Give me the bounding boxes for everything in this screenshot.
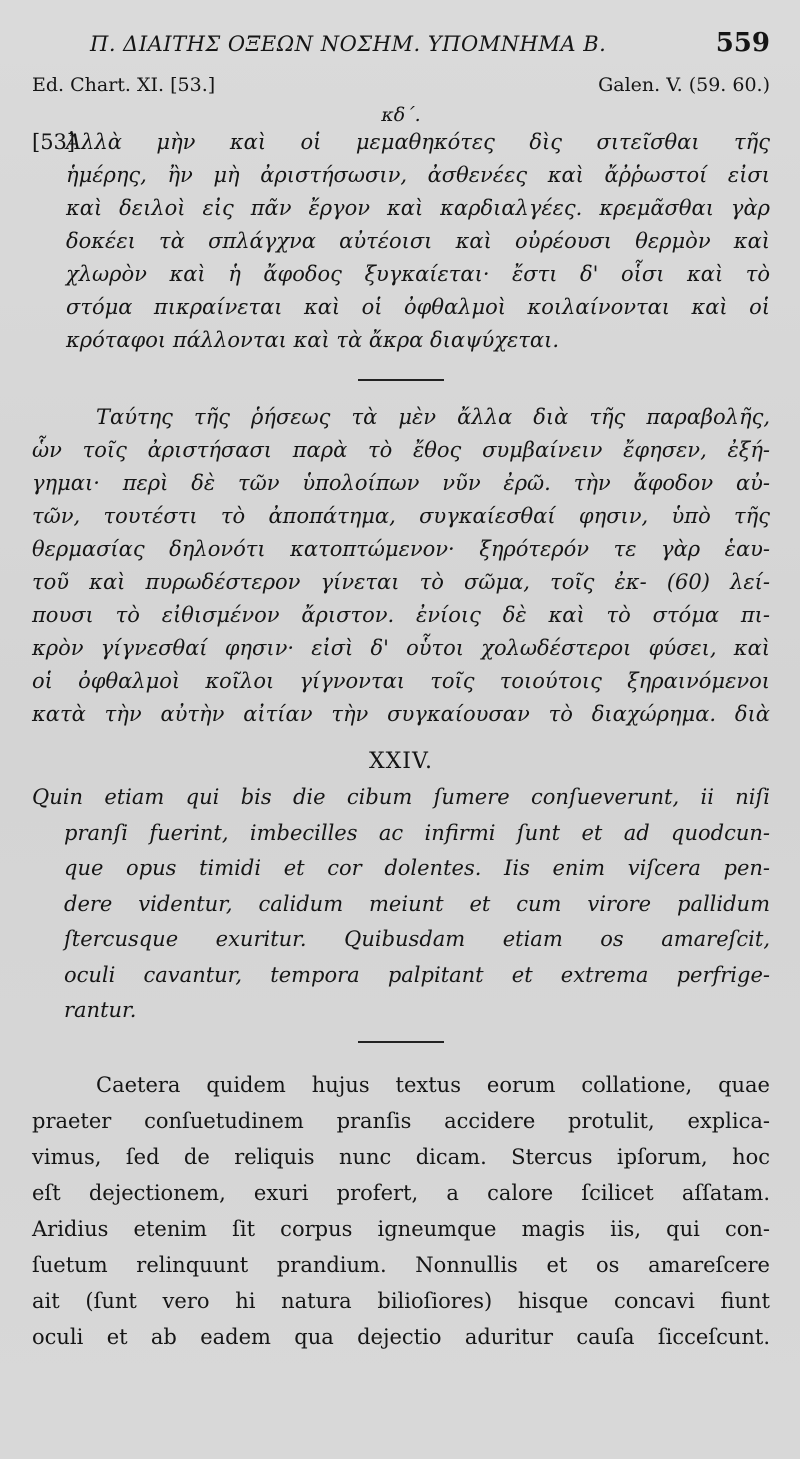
- page-number: 559: [715, 28, 770, 58]
- text-line: στόμα πικραίνεται καὶ οἱ ὀφθαλμοὶ κοιλαίνονται καὶ οἱ: [66, 295, 770, 319]
- commentary-greek: [32, 401, 770, 731]
- text-line: pranſi fuerint, imbecilles ac infirmi ſunt et ad quodcun-: [64, 820, 770, 845]
- text-line: dere videntur, calidum meiunt et cum virore pallidum: [64, 891, 770, 916]
- text-line: τῶν, τουτέστι τὸ ἀποπάτημα, συγκαίεσθαί φησιν, ὑπὸ τῆς: [32, 504, 770, 528]
- divider-rule: [358, 379, 444, 381]
- text-line: ſuetum relinquunt prandium. Nonnullis et os amareſcere: [32, 1252, 770, 1277]
- page-header: [32, 28, 770, 68]
- text-line: ὧν τοῖς ἀριστήσασι παρὰ τὸ ἔθος συμβαίνειν ἔφησεν, ἐξή-: [32, 438, 770, 462]
- text-line: χλωρὸν καὶ ἡ ἄφοδος ξυγκαίεται· ἔστι δ' οἷσι καὶ τὸ: [66, 262, 770, 286]
- text-line: que opus timidi et cor dolentes. Iis enim viſcera pen-: [64, 856, 770, 880]
- text-line: Caetera quidem hujus textus eorum collatione, quae: [96, 1072, 770, 1097]
- text-line: vimus, ſed de reliquis nunc dicam. Stercus ipſorum, hoc: [32, 1144, 770, 1169]
- text-line: ait (ſunt vero hi natura bilioſiores) hisque concavi fiunt: [32, 1288, 770, 1313]
- edition-galen: Galen. V. (59. 60.): [598, 74, 770, 96]
- aphorism-greek: [32, 126, 770, 357]
- text-line: κρὸν γίγνεσθαί φησιν· εἰσὶ δ' οὗτοι χολωδέστεροι φύσει, καὶ: [32, 636, 770, 660]
- text-line: ſtercusque exuritur. Quibusdam etiam os amareſcit,: [64, 927, 770, 951]
- text-line: praeter conſuetudinem pranſis accidere protulit, explica-: [32, 1108, 770, 1133]
- text-line: [53]Ἀλλὰ μὴν καὶ οἱ μεμαθηκότες δὶς σιτεῖσθαι τῆς: [66, 126, 770, 159]
- text-line: δοκέει τὰ σπλάγχνα αὐτέοισι καὶ οὐρέουσι θερμὸν καὶ: [66, 229, 770, 253]
- chapter-number: XXIV.: [368, 749, 434, 774]
- text-line: πουσι τὸ εἰθισμένον ἄριστον. ἐνίοις δὲ καὶ τὸ στόμα πι-: [32, 603, 770, 627]
- aphorism-latin: [32, 780, 770, 1029]
- text-line: eſt dejectionem, exuri profert, a calore ſcilicet aſſatam.: [32, 1180, 770, 1205]
- text-line: γημαι· περὶ δὲ τῶν ὑπολοίπων νῦν ἐρῶ. τὴν ἄφοδον αὐ-: [32, 471, 770, 495]
- section-mark: κδ΄.: [381, 104, 421, 126]
- text-line: καὶ δειλοὶ εἰς πᾶν ἔργον καὶ καρδιαλγέες. κρεμᾶσθαι γὰρ: [66, 196, 770, 220]
- text-line: ἡμέρης, ἢν μὴ ἀριστήσωσιν, ἀσθενέες καὶ ἄῤῥωστοί εἰσι: [66, 163, 770, 187]
- edition-references: [32, 74, 770, 104]
- text-line: oculi et ab eadem qua dejectio aduritur cauſa ſicceſcunt.: [32, 1324, 770, 1349]
- divider-rule: [358, 1041, 444, 1043]
- text-line: οἱ ὀφθαλμοὶ κοῖλοι γίγνονται τοῖς τοιούτοις ξηραινόμενοι: [32, 669, 770, 693]
- edition-chartier: Ed. Chart. XI. [53.]: [32, 74, 216, 96]
- text-line: Aridius etenim ſit corpus igneumque magis iis, qui con-: [32, 1216, 770, 1241]
- running-title: Π. ΔΙΑΙΤΗΣ ΟΞΕΩΝ ΝΟΣΗΜ. ΥΠΟΜΝΗΜΑ Β.: [90, 32, 607, 56]
- text-line: κρόταφοι πάλλονται καὶ τὰ ἄκρα διαψύχεται.: [66, 328, 560, 352]
- bracket-page-ref: [53]: [32, 130, 76, 154]
- text-line: oculi cavantur, tempora palpitant et extrema perfrige-: [64, 962, 770, 987]
- commentary-latin: [32, 1067, 770, 1355]
- text-line: τοῦ καὶ πυρωδέστερον γίνεται τὸ σῶμα, τοῖς ἐκ- (60) λεί-: [32, 570, 770, 594]
- text-line: rantur.: [64, 998, 137, 1022]
- text-line: Quin etiam qui bis die cibum ſumere conſueverunt, ii niſi: [32, 785, 770, 809]
- text-line: θερμασίας δηλονότι κατοπτώμενον· ξηρότερόν τε γὰρ ἑαυ-: [32, 537, 770, 561]
- text-line: κατὰ τὴν αὐτὴν αἰτίαν τὴν συγκαίουσαν τὸ διαχώρημα. διὰ: [32, 702, 770, 726]
- text-line: Ταύτης τῆς ῥήσεως τὰ μὲν ἄλλα διὰ τῆς παραβολῆς,: [96, 405, 770, 429]
